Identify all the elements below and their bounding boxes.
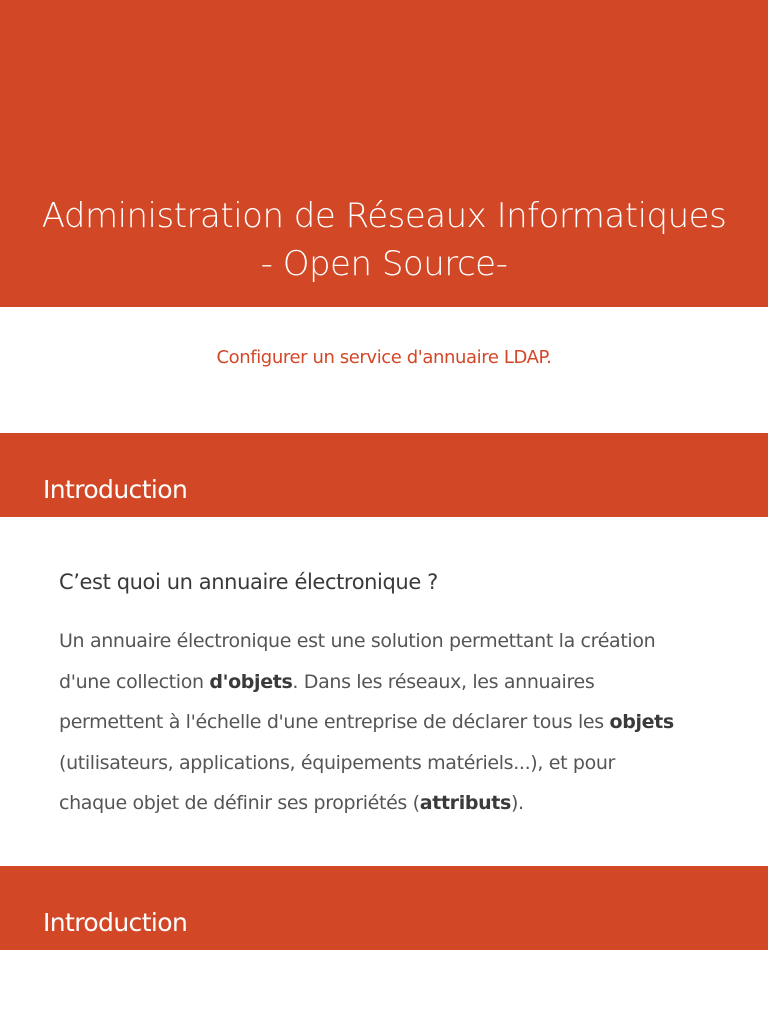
paragraph-text: chaque objet de définir ses propriétés ( (59, 792, 420, 814)
paragraph-text: . Dans les réseaux, les annuaires (292, 670, 595, 693)
paragraph-text: permettent à l'échelle d'une entreprise de déclarer tous les (59, 711, 610, 733)
bold-term-objets: objets (609, 711, 674, 733)
page-title (0, 192, 768, 288)
bold-term-attributs: attributs (419, 792, 511, 814)
paragraph-line-5 (59, 783, 739, 824)
bold-term-objets: d'objets (209, 670, 293, 693)
paragraph-text: d'une collection (59, 670, 210, 693)
section-title-1: Introduction (43, 475, 188, 504)
paragraph-line-1: Un annuaire électronique est une solution permettant la création (59, 630, 656, 652)
section-title-2: Introduction (43, 908, 188, 937)
paragraph-text: ). (510, 792, 524, 814)
section-paragraph (59, 621, 739, 824)
section-banner-2 (0, 866, 768, 950)
paragraph-line-2 (59, 662, 739, 703)
title-line-1: Administration de Réseaux Informatiques (41, 196, 727, 236)
section-banner-1 (0, 433, 768, 517)
paragraph-line-3 (59, 702, 739, 743)
paragraph-line-4: (utilisateurs, applications, équipements matériels...), et pour (59, 751, 616, 774)
page-subtitle: Configurer un service d'annuaire LDAP. (216, 347, 552, 368)
title-line-2: - Open Source- (260, 244, 508, 284)
section-heading: C’est quoi un annuaire électronique ? (59, 570, 438, 594)
